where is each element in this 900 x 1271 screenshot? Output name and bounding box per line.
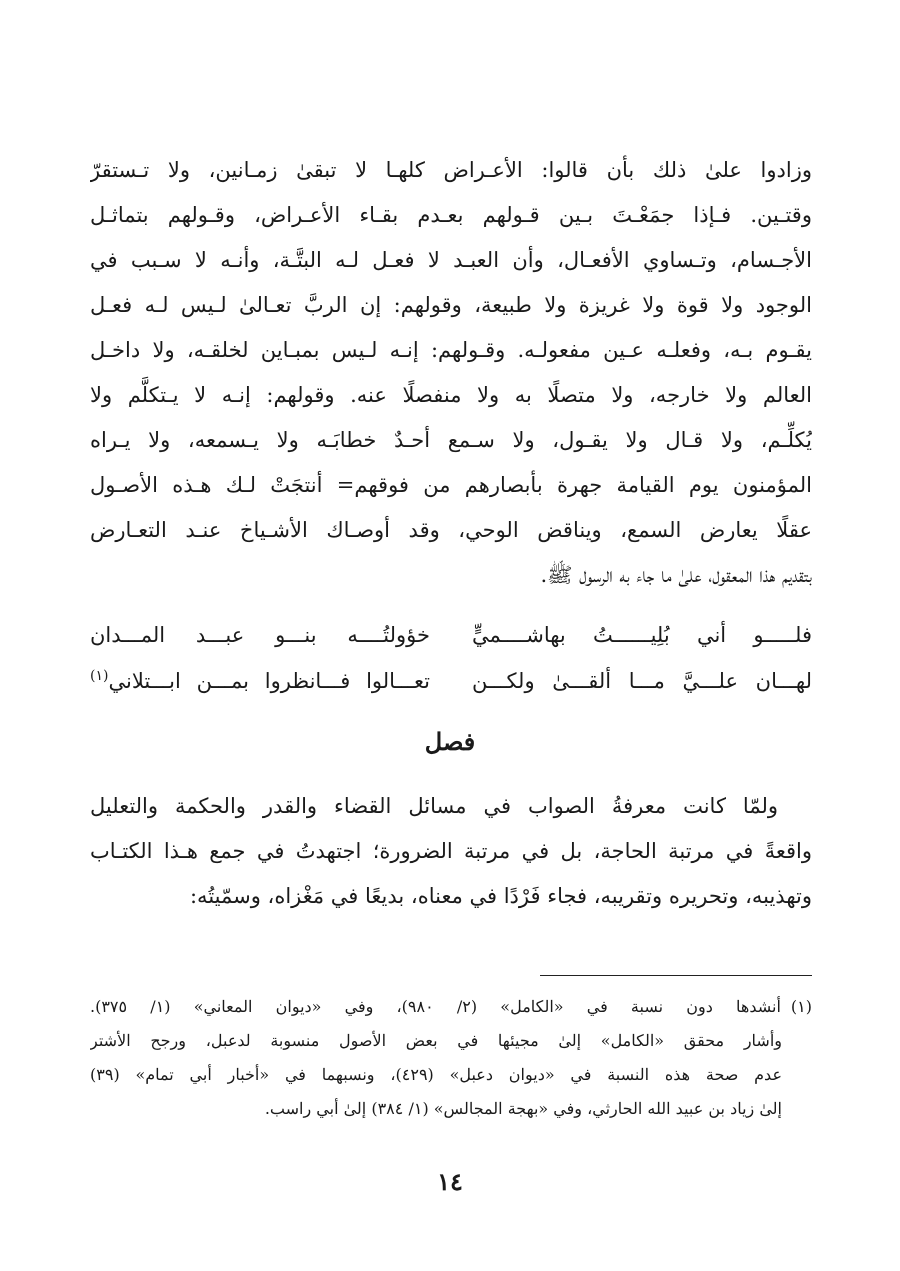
text-line: واقعةً في مرتبة الحاجة، بل في مرتبة الضرورة؛ اجتهدتُ في جمع هـذا الكتـاب	[90, 839, 812, 863]
verse-first-hemistich: فلـــــو أني بُلِيــــــتُ بهاشــــميٍّ	[472, 623, 812, 647]
text-line: بتقديم هذا المعقول، علىٰ ما جاء به الرسول ﷺ.	[540, 563, 812, 587]
text-line: يُكلِّـم، ولا قـال ولا يقـول، ولا سـمع أحـدٌ خطابَـه ولا يـسمعه، ولا يـراه	[90, 428, 812, 452]
poetry-verses	[90, 612, 812, 704]
footnotes	[90, 990, 812, 1126]
page-number: ١٤	[437, 1167, 463, 1196]
text-line: المؤمنون يوم القيامة جهرة بأبصارهم من فوقهم= أنتجَتْ لـك هـذه الأصـول	[90, 473, 812, 497]
footnote-line: إلىٰ زياد بن عبيد الله الحارثي، وفي «بهجة المجالس» (١/ ٣٨٤) إلىٰ أبي راسب.	[264, 1099, 782, 1118]
text-line: ولمّا كانت معرفةُ الصواب في مسائل القضاء والقدر والحكمة والتعليل	[90, 794, 778, 818]
text-line: وتهذيبه، وتحريره وتقريبه، فجاء فَرْدًا في معناه، بديعًا في مَغْزاه، وسمّيتُه:	[189, 884, 812, 908]
text-line: وزادوا علىٰ ذلك بأن قالوا: الأعـراض كلهـا لا تبقىٰ زمـانين، ولا تـستقرّ	[90, 158, 812, 182]
paragraph-1	[90, 148, 812, 598]
verse-line	[90, 612, 812, 658]
footnote-line: وأشار محقق «الكامل» إلىٰ مجيئها في بعض الأصول منسوبة لدعبل، ورجح الأشتر	[90, 1031, 782, 1050]
verse-second-hemistich: خؤولتُــــه بنـــو عبـــد المـــدان	[90, 623, 430, 647]
section-heading: فصل	[424, 727, 476, 756]
verse-second-hemistich	[90, 658, 430, 704]
text-line: عقلًا يعارض السمع، ويناقض الوحي، وقد أوصـاك الأشـياخ عنـد التعـارض	[90, 518, 812, 542]
verse-first-hemistich: لهـــان علـــيَّ مـــا ألقـــىٰ ولكـــن	[472, 669, 812, 693]
footnote-separator	[540, 975, 812, 976]
verse-second-hemistich-text: تعـــالوا فـــانظروا بمـــن ابـــتلاني	[108, 669, 430, 693]
footnote-reference[interactable]: (١)	[90, 668, 109, 684]
footnote-label: (١)	[790, 997, 812, 1016]
text-line: الأجـسام، وتـساوي الأفعـال، وأن العبـد لا فعـل لـه البتَّـة، وأنـه لا سـبب في	[90, 248, 812, 272]
footnote-line	[90, 990, 812, 1024]
text-line: العالم ولا خارجه، ولا متصلًا به ولا منفصلًا عنه. وقولهم: إنـه لا يـتكلَّم ولا	[90, 383, 812, 407]
footnote-line: عدم صحة هذه النسبة في «ديوان دعبل» (٤٢٩)، ونسبهما في «أخبار أبي تمام» (٣٩)	[90, 1065, 783, 1084]
verse-line	[90, 658, 812, 704]
paragraph-2	[90, 784, 812, 919]
text-line: يقـوم بـه، وفعلـه عـين مفعولـه. وقـولهم: إنـه لـيس بمبـاين لخلقـه، ولا داخـل	[90, 338, 812, 362]
text-line: الوجود ولا قوة ولا غريزة ولا طبيعة، وقولهم: إن الربَّ تعـالىٰ لـيس لـه فعـل	[90, 293, 812, 317]
text-line: وقتـين. فـإذا جمَعْـتَ بـين قـولهم بعـدم بقـاء الأعـراض، وقـولهم بتماثـل	[90, 203, 812, 227]
footnote-text: أنشدها دون نسبة في «الكامل» (٢/ ٩٨٠)، وفي «ديوان المعاني» (١/ ٣٧٥).	[90, 997, 781, 1016]
